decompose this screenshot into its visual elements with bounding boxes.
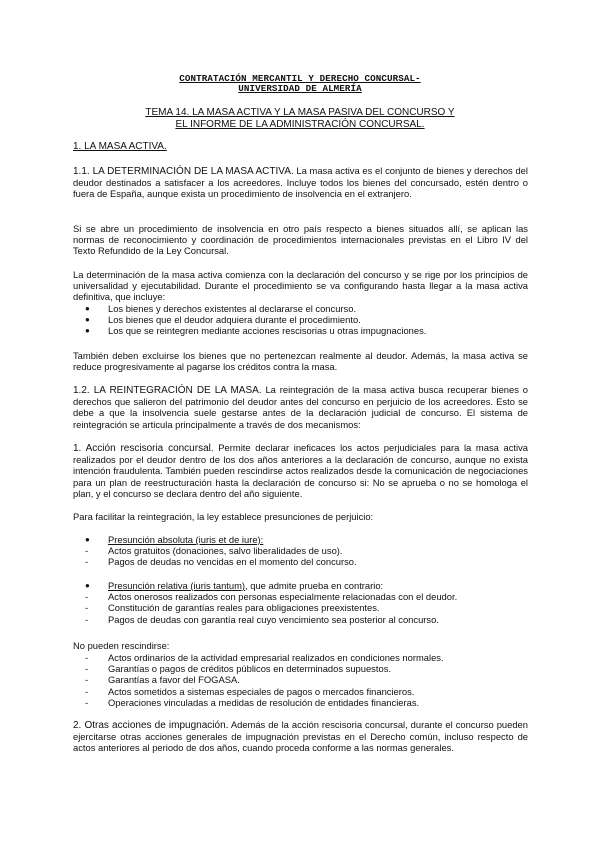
- dash-icon: -: [85, 613, 89, 625]
- list-item: ● Los que se reintegren mediante acciones rescisorias u otras impugnaciones.: [85, 325, 427, 337]
- list-item: - Constitución de garantías reales para obligaciones preexistentes.: [85, 602, 380, 614]
- bullet-icon: ●: [85, 304, 90, 313]
- paragraph-body: Permite declarar ineficaces los actos perjudiciales para la masa activa realizados por el deudor dentro de los dos años anteriores a la declaración de concurso, aunque no exista intención fraudulenta. También pueden rescindirse actos realizados desde la comunicación de negociaciones para un plan de reestructuración hasta la declaración de concurso si: No se aprueba o no se homologa el plan, y el concurso se declara dentro del año siguiente.: [73, 442, 528, 499]
- paragraph-insolvencia-extranjero: Si se abre un procedimiento de insolvencia en otro país respecto a bienes situados allí, se aplican las normas de reconocimiento y coordinación de procedimientos internacionales previstas en el Libro IV del Texto Refundido de la Ley Concursal.: [73, 223, 528, 257]
- dash-icon: -: [85, 602, 89, 614]
- paragraph-body: La masa activa es el conjunto de bienes y derechos del deudor destinados a satisfacer a los acreedores. Incluye todos los bienes del concursado, estén dentro o fuera de España, aunque exista un procedimiento de insolvencia en el extranjero.: [73, 165, 528, 200]
- tema-title-line2: EL INFORME DE LA ADMINISTRACIÓN CONCURSAL.: [175, 119, 425, 130]
- no-rescindir-title: No pueden rescindirse:: [73, 640, 170, 651]
- paragraph-otras-acciones: [73, 719, 528, 754]
- paragraph-determinacion-comienza: La determinación de la masa activa comienza con la declaración del concurso y se rige por los principios de universalidad y ejecutabilidad. Durante el procedimiento se va configurando hasta llegar a la masa activa definitiva, que incluye:: [73, 269, 528, 303]
- dash-icon: -: [85, 696, 89, 708]
- list-item: - Operaciones vinculadas a medidas de resolución de entidades financieras.: [85, 696, 420, 708]
- bullet-icon: ●: [85, 326, 90, 336]
- paragraph-determinacion-masa: [73, 165, 528, 200]
- dash-icon: -: [85, 545, 89, 557]
- list-item: - Garantías a favor del FOGASA.: [85, 674, 240, 686]
- paragraph-lead: 1.2. LA REINTEGRACIÓN DE LA MASA.: [73, 385, 262, 396]
- dash-icon: -: [85, 663, 89, 675]
- list-item: - Pagos de deudas no vencidas en el momento del concurso.: [85, 556, 357, 568]
- section-1-title: 1. LA MASA ACTIVA.: [73, 141, 167, 152]
- dash-icon: -: [85, 591, 89, 603]
- no-rescindir-list: [73, 652, 528, 708]
- list-item: - Pagos de deudas con garantía real cuyo vencimiento sea posterior al concurso.: [85, 613, 439, 625]
- bullet-icon: ●: [85, 315, 90, 325]
- dash-icon: -: [85, 556, 89, 568]
- list-heading: ● Presunción absoluta (iuris et de iure):: [85, 534, 264, 545]
- paragraph-accion-rescisoria: [73, 442, 528, 499]
- list-item: - Garantías o pagos de créditos públicos en determinados supuestos.: [85, 663, 391, 675]
- list-item: - Actos onerosos realizados con personas especialmente relacionadas con el deudor.: [85, 591, 458, 603]
- course-title: CONTRATACIÓN MERCANTIL Y DERECHO CONCURSAL-: [179, 73, 421, 84]
- dash-icon: -: [85, 652, 89, 663]
- list-item: - Actos gratuitos (donaciones, salvo liberalidades de uso).: [85, 545, 343, 557]
- list-item: - Actos ordinarios de la actividad empresarial realizados en condiciones normales.: [85, 652, 444, 663]
- paragraph-body: Además de la acción rescisoria concursal, durante el concurso pueden ejercitarse otras acciones generales de impugnación previstas en el Derecho común, incluso respecto de actos anteriores al periodo de dos años, cuando proceda conforme a las normas generales.: [73, 719, 528, 754]
- list-item: - Actos sometidos a sistemas especiales de pagos o mercados financieros.: [85, 685, 415, 697]
- paragraph-lead: 2. Otras acciones de impugnación.: [73, 720, 229, 731]
- paragraph-lead: 1.1. LA DETERMINACIÓN DE LA MASA ACTIVA.: [73, 166, 294, 177]
- presuncion-relativa-list: [73, 580, 528, 625]
- list-heading: ● Presunción relativa (iuris tantum), que admite prueba en contrario:: [85, 580, 384, 591]
- list-item: ● Los bienes que el deudor adquiera durante el procedimiento.: [85, 314, 361, 326]
- tema-title-line1: TEMA 14. LA MASA ACTIVA Y LA MASA PASIVA DEL CONCURSO Y: [145, 107, 455, 118]
- dash-icon: -: [85, 674, 89, 686]
- paragraph-excluirse: También deben excluirse los bienes que no pertenezcan realmente al deudor. Además, la masa activa se reduce progresivamente al pagarse los créditos contra la masa.: [73, 350, 528, 373]
- masa-activa-list: [73, 303, 528, 337]
- paragraph-presunciones-intro: Para facilitar la reintegración, la ley establece presunciones de perjuicio:: [73, 511, 374, 522]
- bullet-icon: ●: [85, 535, 90, 544]
- presuncion-absoluta-list: [73, 534, 528, 568]
- list-item: ● Los bienes y derechos existentes al declararse el concurso.: [85, 303, 357, 314]
- paragraph-lead: 1. Acción rescisoria concursal.: [73, 443, 214, 454]
- paragraph-reintegracion-masa: [73, 384, 528, 430]
- paragraph-body: La reintegración de la masa activa busca recuperar bienes o derechos que salieron del patrimonio del deudor antes del concurso en perjuicio de los acreedores. Esto se debe a que la insolvencia suele gestarse antes de la declaración judicial de concurso. El sistema de reintegración se articula principalmente a través de dos mecanismos:: [73, 384, 529, 430]
- bullet-icon: ●: [85, 581, 90, 590]
- dash-icon: -: [85, 685, 89, 697]
- university-name: UNIVERSIDAD DE ALMERÍA: [238, 83, 362, 94]
